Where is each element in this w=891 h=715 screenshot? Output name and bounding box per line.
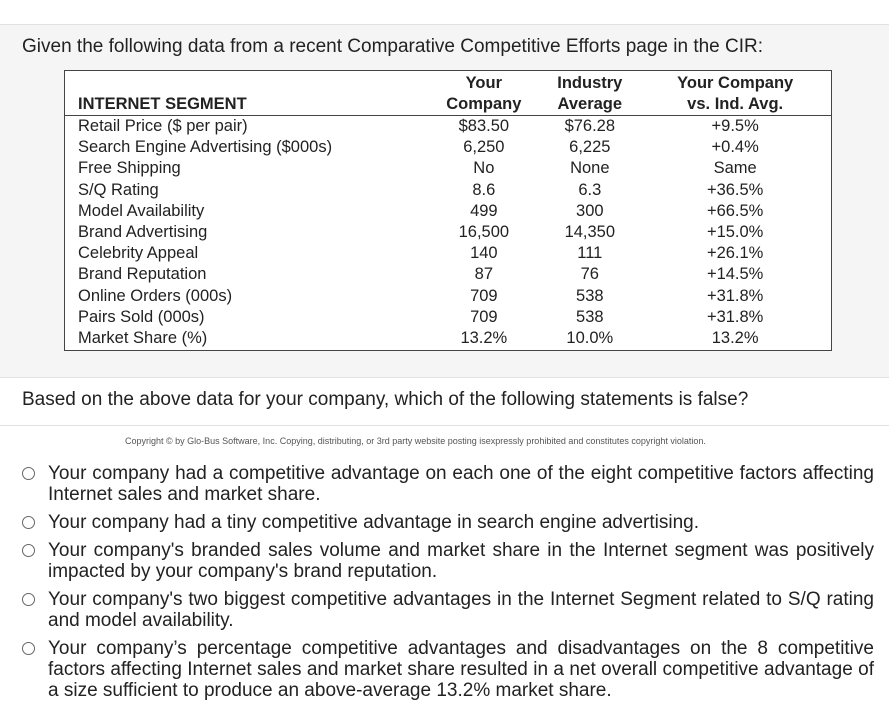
row-label: Brand Advertising xyxy=(78,223,208,242)
row-industry-average: 538 xyxy=(576,307,604,326)
row-vs-industry: +26.1% xyxy=(706,244,764,263)
statement-text: Based on the above data for your company, which of the following statements is false? xyxy=(22,389,749,410)
row-label: Pairs Sold (000s) xyxy=(78,307,205,326)
row-industry-average: 300 xyxy=(576,201,604,220)
answer-option-1[interactable] xyxy=(22,463,874,505)
row-vs-industry: Same xyxy=(713,159,757,178)
radio-button-1[interactable] xyxy=(22,467,35,480)
row-label: S/Q Rating xyxy=(78,180,159,199)
row-industry-average: None xyxy=(570,159,610,178)
table-row xyxy=(65,286,831,307)
row-industry-average: 10.0% xyxy=(566,329,614,348)
row-vs-industry: +9.5% xyxy=(711,117,759,135)
row-vs-industry: +14.5% xyxy=(706,265,764,284)
row-industry-average: 111 xyxy=(577,244,603,263)
row-industry-average: $76.28 xyxy=(564,117,616,135)
header-vs-line2: vs. Ind. Avg. xyxy=(687,95,784,113)
header-your-company-line2: Company xyxy=(446,95,522,113)
header-your-company xyxy=(427,71,540,116)
row-vs-industry: +66.5% xyxy=(706,201,764,220)
header-industry-average xyxy=(540,71,639,116)
answer-option-4[interactable] xyxy=(22,589,874,631)
row-industry-average: 76 xyxy=(580,265,599,284)
answer-options xyxy=(22,463,874,708)
table-row xyxy=(65,243,831,264)
row-your-company: 709 xyxy=(470,307,498,326)
row-your-company: 87 xyxy=(474,265,494,284)
radio-button-4[interactable] xyxy=(22,593,35,606)
row-vs-industry: +15.0% xyxy=(706,223,764,242)
answer-option-5[interactable] xyxy=(22,638,874,701)
row-label: Retail Price ($ per pair) xyxy=(78,117,248,135)
question-text: Given the following data from a recent Comparative Competitive Efforts page in the CIR: xyxy=(22,36,764,57)
table-row xyxy=(65,328,831,349)
row-label: Model Availability xyxy=(78,201,205,220)
row-your-company: $83.50 xyxy=(458,117,510,135)
row-industry-average: 14,350 xyxy=(564,223,616,242)
row-your-company: 8.6 xyxy=(472,180,496,199)
row-your-company: 709 xyxy=(470,286,498,305)
row-label: Free Shipping xyxy=(78,159,181,178)
row-your-company: 13.2% xyxy=(460,329,508,348)
divider xyxy=(0,425,889,426)
radio-button-2[interactable] xyxy=(22,516,35,529)
header-vs-industry xyxy=(639,71,831,116)
header-your-company-line1: Your xyxy=(465,74,503,92)
row-vs-industry: +36.5% xyxy=(706,180,764,199)
row-industry-average: 538 xyxy=(576,286,604,305)
table-row xyxy=(65,222,831,243)
header-segment: INTERNET SEGMENT xyxy=(78,95,247,113)
cir-data-table xyxy=(65,71,831,349)
row-label: Search Engine Advertising ($000s) xyxy=(78,138,333,157)
row-vs-industry: +31.8% xyxy=(706,307,764,326)
radio-button-5[interactable] xyxy=(22,642,35,655)
data-table-container xyxy=(64,70,832,351)
copyright-notice: Copyright © by Glo-Bus Software, Inc. Copying, distributing, or 3rd party website posting isexpressly prohibited and constitutes copyright violation. xyxy=(125,436,706,446)
row-label: Online Orders (000s) xyxy=(78,286,233,305)
row-vs-industry: +0.4% xyxy=(711,138,759,157)
header-vs-line1: Your Company xyxy=(677,74,794,92)
row-vs-industry: +31.8% xyxy=(706,286,764,305)
answer-option-text: Your company had a competitive advantage on each one of the eight competitive factors affecting Internet sales and market share. xyxy=(48,463,874,505)
row-industry-average: 6,225 xyxy=(569,138,611,157)
table-row xyxy=(65,158,831,179)
table-row xyxy=(65,180,831,201)
table-row xyxy=(65,307,831,328)
row-your-company: 16,500 xyxy=(458,223,510,242)
table-row xyxy=(65,201,831,222)
row-vs-industry: 13.2% xyxy=(711,329,759,348)
answer-option-2[interactable] xyxy=(22,512,874,533)
row-industry-average: 6.3 xyxy=(578,180,602,199)
answer-option-text: Your company had a tiny competitive advantage in search engine advertising. xyxy=(48,512,699,533)
row-your-company: No xyxy=(473,159,495,178)
table-row xyxy=(65,264,831,285)
header-industry-line2: Average xyxy=(557,95,623,113)
answer-option-text: Your company's branded sales volume and market share in the Internet segment was positively impacted by your company's brand reputation. xyxy=(48,540,874,582)
row-your-company: 140 xyxy=(470,244,498,263)
row-label: Brand Reputation xyxy=(78,265,207,284)
table-row xyxy=(65,116,831,138)
row-your-company: 6,250 xyxy=(463,138,505,157)
row-label: Market Share (%) xyxy=(78,329,208,348)
answer-option-3[interactable] xyxy=(22,540,874,582)
row-your-company: 499 xyxy=(470,201,498,220)
table-header-row xyxy=(65,71,831,116)
answer-option-text: Your company’s percentage competitive advantages and disadvantages on the 8 competitive factors affecting Internet sales and market share resulted in a net overall competitive advantage of a size sufficient to produce an above-average 13.2% market share. xyxy=(48,638,874,701)
table-row xyxy=(65,137,831,158)
header-industry-line1: Industry xyxy=(557,74,623,92)
radio-button-3[interactable] xyxy=(22,544,35,557)
row-label: Celebrity Appeal xyxy=(78,244,199,263)
answer-option-text: Your company's two biggest competitive advantages in the Internet Segment related to S/Q rating and model availability. xyxy=(48,589,874,631)
